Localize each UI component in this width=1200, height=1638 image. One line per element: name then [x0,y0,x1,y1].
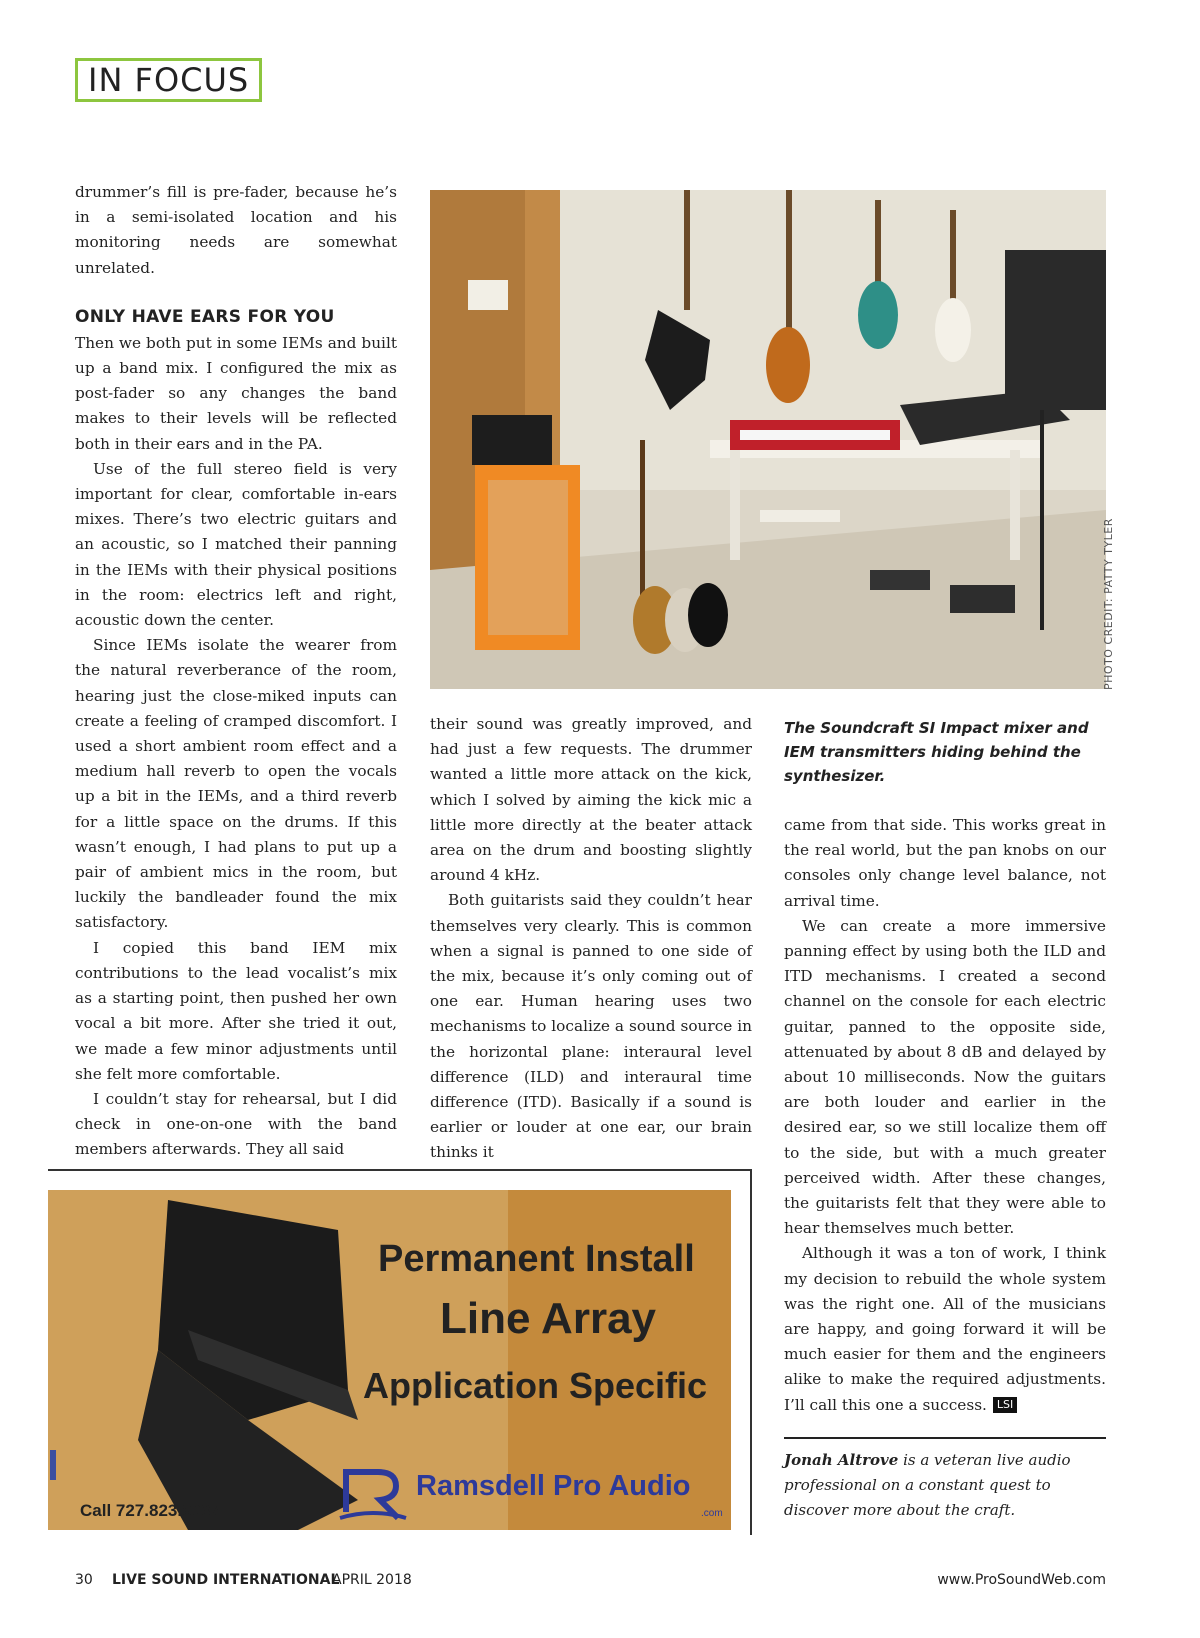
end-mark: LSI [993,1397,1017,1413]
column3-paragraph-2: We can create a more immersive panning effect by using both the ILD and ITD mechanisms. I created a second channel on the console for each electric guitar, panned to the opposite side, attenuated by about 8 dB and delayed by about 10 milliseconds. Now the guitars are both louder and earlier in the desired ear, so we still localize them off to the side, but with a much greater perceived width. After these changes, the guitarists felt that they were able to hear themselves much better. [784,916,1106,1238]
website-link[interactable]: www.ProSoundWeb.com [937,1572,1106,1588]
ad-frame-top-rule [48,1169,752,1171]
author-name: Jonah Altrove [784,1451,899,1469]
publication-name: LIVE SOUND INTERNATIONAL [112,1572,340,1588]
column1-paragraph-5: I couldn’t stay for rehearsal, but I did check in one-on-one with the band members afterwards. They all said [75,1089,397,1159]
column3-paragraph-3 [784,1241,1106,1417]
ad-brand: Ramsdell Pro Audio [416,1470,691,1502]
article-column-1 [75,180,397,1163]
ad-frame-right-rule [750,1169,752,1535]
column1-paragraph-1: Then we both put in some IEMs and built up a band mix. I configured the mix as post-fader so any changes the band makes to their levels will be reflected both in their ears and in the PA. [75,333,397,453]
studio-photo-illustration [430,190,1106,689]
article-column-2 [430,712,752,1166]
ad-headline-3: Application Specific [363,1365,708,1406]
column1-paragraph-4: I copied this band IEM mix contributions to the lead vocalist’s mix as a starting point, then pushed her own vocal a bit more. After she tried it out, we made a few minor adjustments until she felt more comfortable. [75,938,397,1083]
advertisement[interactable] [48,1190,731,1530]
subheading: ONLY HAVE EARS FOR YOU [75,306,335,327]
column3-paragraph-3-text: Although it was a ton of work, I think my decision to rebuild the whole system was the right one. All of the musicians are happy, and going forward it will be much easier for them and the engineers alike to make the required adjustments. I’ll call this one a success. [784,1244,1106,1414]
issue-date: APRIL 2018 [332,1572,412,1588]
ad-headline-2: Line Array [440,1294,657,1343]
column1-intro: drummer’s fill is pre-fader, because he’s in a semi-isolated location and his monitoring needs are somewhat unrelated. [75,183,397,277]
photo-caption: The Soundcraft SI Impact mixer and IEM transmitters hiding behind the synthesizer. [784,719,1089,785]
ad-phone: Call 727.823.8037 [80,1501,220,1520]
column1-paragraph-3: Since IEMs isolate the wearer from the natural reverberance of the room, hearing just the close-miked inputs can create a feeling of cramped discomfort. I used a short ambient room effect and a medium hall reverb to open the vocals up a bit in the IEMs, and a third reverb for a little space on the drums. If this wasn’t enough, I had plans to put up a pair of ambient mics in the room, but luckily the bandleader found the mix satisfactory. [75,636,397,932]
column3-paragraph-1: came from that side. This works great in the real world, but the pan knobs on our consoles only change level balance, not arrival time. [784,816,1106,910]
ramsdell-logo-icon [338,1462,408,1522]
article-column-3 [784,813,1106,1418]
author-bio [784,1448,1106,1523]
photo-credit: PHOTO CREDIT: PATTY TYLER [1102,518,1115,690]
column2-paragraph-1: their sound was greatly improved, and had just a few requests. The drummer wanted a little more attack on the kick, which I solved by aiming the kick mic a little more directly at the beater attack area on the drum and boosting slightly around 4 kHz. [430,715,752,885]
studio-photo [430,190,1106,689]
column2-paragraph-2: Both guitarists said they couldn’t hear themselves very clearly. This is common when a signal is panned to one side of the mix, because it’s only coming out of one ear. Human hearing uses two mechanisms to localize a sound source in the horizontal plane: interaural level difference (ILD) and interaural time difference (ITD). Basically if a sound is earlier or louder at one ear, our brain thinks it [430,891,752,1162]
section-tag-label: IN FOCUS [88,61,250,99]
ad-headline-1: Permanent Install [378,1238,695,1280]
column1-paragraph-2: Use of the full stereo field is very important for clear, comfortable in-ears mixes. There’s two electric guitars and an acoustic, so I matched their panning in the IEMs with their physical positions in the room: electrics left and right, acoustic down the center. [75,459,397,630]
ad-brand-suffix: .com [701,1508,723,1519]
section-tag [75,58,262,102]
author-bio-text: is a veteran live audio professional on a constant quest to discover more about the craft. [784,1451,1071,1519]
bio-divider [784,1437,1106,1439]
page-number: 30 [75,1572,93,1588]
